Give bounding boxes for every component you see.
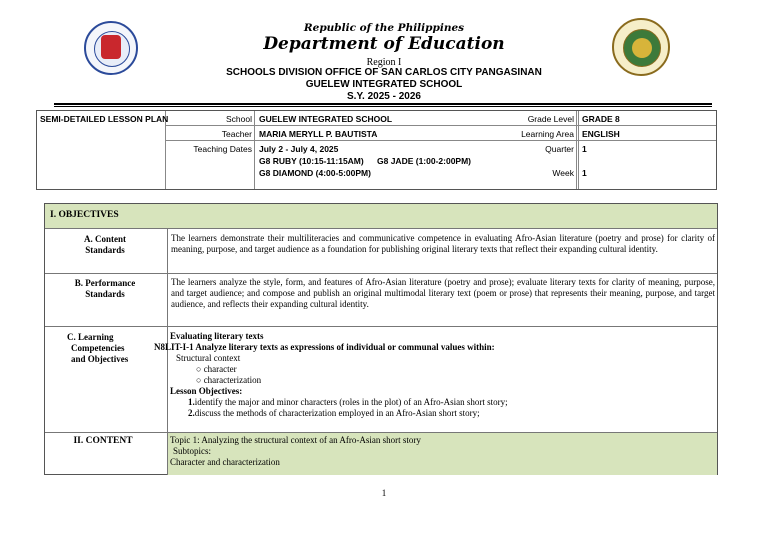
content-standards-label — [55, 234, 155, 256]
column-divider — [576, 111, 577, 189]
plan-type-label: SEMI-DETAILED LESSON PLAN — [40, 114, 169, 124]
list-item: 1.identify the major and minor characters (roles in the plot) of an Afro-Asian short story; — [188, 397, 508, 407]
region-heading: Region I — [366, 57, 402, 68]
row-divider — [166, 140, 716, 141]
teaching-dates-value: July 2 - July 4, 2025 — [259, 144, 339, 154]
column-divider — [578, 111, 579, 189]
content-label: II. CONTENT — [73, 436, 133, 446]
performance-standards-text: The learners analyze the style, form, and features of Afro-Asian literature (poetry and prose); evaluate literary texts for clarity of meaning, purpose, and target audience; and compose and publish an original multimodal literary text (poem or prose) that represents their meaning, purpose, and target audience, and reflects their expanding cultural identity. — [171, 277, 715, 309]
schedule-jade: G8 JADE (1:00-2:00PM) — [377, 156, 472, 166]
schedule-diamond: G8 DIAMOND (4:00-5:00PM) — [259, 168, 371, 178]
school-label: School — [226, 114, 252, 124]
list-item: 2.discuss the methods of characterization employed in an Afro-Asian short story; — [188, 408, 480, 418]
teacher-label: Teacher — [221, 129, 252, 139]
lesson-objectives-heading: Lesson Objectives: — [170, 386, 243, 396]
lesson-info-table — [36, 110, 717, 190]
label-line: Competencies — [71, 343, 125, 353]
republic-heading: Republic of the Philippines — [303, 22, 465, 34]
row-divider — [45, 326, 717, 327]
structural-context: Structural context — [176, 353, 241, 363]
subtopic-item: Character and characterization — [170, 457, 280, 467]
grade-level-label: Grade Level — [527, 114, 574, 124]
schedule-ruby: G8 RUBY (10:15-11:15AM) — [259, 156, 364, 166]
school-year-heading: S.Y. 2025 - 2026 — [347, 91, 421, 102]
header-divider — [54, 103, 712, 105]
page-number: 1 — [381, 488, 387, 498]
bullet-icon: ○ — [196, 375, 204, 385]
quarter-label: Quarter — [545, 144, 574, 154]
week-value: 1 — [582, 168, 587, 178]
bullet-icon: ○ — [196, 364, 204, 374]
topic-line: Topic 1: Analyzing the structural context of an Afro-Asian short story — [170, 435, 421, 445]
row-divider — [45, 228, 717, 229]
teaching-dates-label: Teaching Dates — [193, 144, 252, 154]
learning-competencies-content — [154, 331, 715, 419]
performance-standards-label — [53, 278, 157, 300]
content-text — [170, 435, 715, 468]
competency-title: Evaluating literary texts — [170, 331, 264, 341]
label-line: Standards — [85, 289, 125, 299]
learning-area-label: Learning Area — [521, 129, 574, 139]
learning-competencies-label — [57, 332, 163, 365]
department-heading: Department of Education — [263, 34, 505, 54]
teacher-value: MARIA MERYLL P. BAUTISTA — [259, 129, 378, 139]
list-item: ○ character — [196, 364, 237, 374]
objectives-heading: I. OBJECTIVES — [50, 210, 119, 220]
school-value: GUELEW INTEGRATED SCHOOL — [259, 114, 393, 124]
column-divider — [254, 111, 255, 189]
row-divider — [166, 125, 716, 126]
division-heading: SCHOOLS DIVISION OFFICE OF SAN CARLOS CITY PANGASINAN — [226, 67, 542, 78]
label-line: and Objectives — [71, 354, 129, 364]
school-heading: GUELEW INTEGRATED SCHOOL — [305, 79, 463, 90]
label-line: C. Learning — [67, 332, 114, 342]
learning-area-value: ENGLISH — [582, 129, 620, 139]
label-line: B. Performance — [74, 278, 136, 288]
objectives-table — [44, 203, 718, 475]
content-standards-text: The learners demonstrate their multiliteracies and communicative competence in evaluating Afro-Asian literature (poetry and prose) for clarity of meaning, purpose, and target audience as a foundation for publishing original literary texts that reflect their expanding cultural identity. — [171, 233, 715, 254]
week-label: Week — [552, 168, 574, 178]
row-divider — [45, 273, 717, 274]
subtopics-label: Subtopics: — [173, 446, 212, 456]
header-divider — [54, 106, 712, 107]
quarter-value: 1 — [582, 144, 587, 154]
label-line: Standards — [85, 245, 125, 255]
list-item: ○ characterization — [196, 375, 262, 385]
competency-code: N8LIT-I-1 Analyze literary texts as expressions of individual or communal values within: — [154, 342, 495, 352]
grade-level-value: GRADE 8 — [582, 114, 620, 124]
label-line: A. Content — [84, 234, 126, 244]
objectives-header-row — [45, 204, 717, 228]
